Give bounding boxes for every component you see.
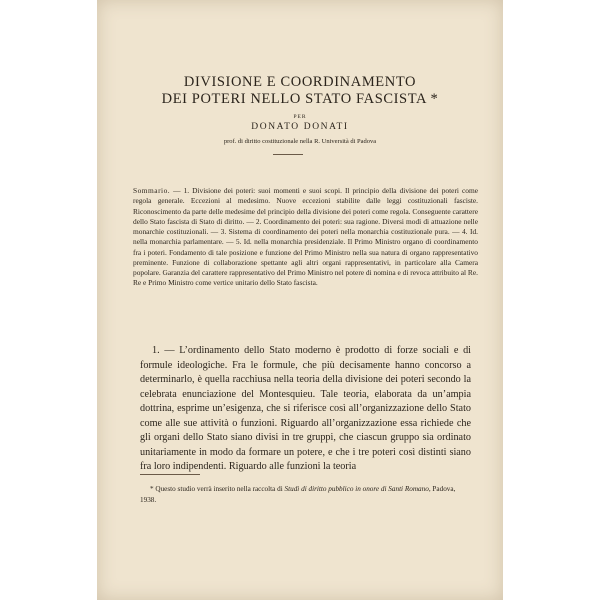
title-line-1: DIVISIONE E COORDINAMENTO bbox=[183, 74, 417, 90]
author-affiliation: prof. di diritto costituzionale nella R. Università di Padova bbox=[223, 138, 377, 145]
footnote bbox=[140, 484, 471, 506]
title-line-2: DEI POTERI NELLO STATO FASCISTA * bbox=[161, 91, 439, 107]
footnote-divider bbox=[140, 474, 200, 475]
per-label: PER bbox=[293, 114, 307, 120]
footnote-suffix: , Padova, 1938. bbox=[140, 485, 456, 504]
author-name: DONATO DONATI bbox=[251, 122, 349, 132]
book-page bbox=[97, 0, 503, 600]
summary-block bbox=[133, 186, 478, 289]
summary-label: Sommario. bbox=[133, 186, 171, 195]
title-divider bbox=[273, 154, 303, 155]
footnote-title: Studi di diritto pubblico in onore di Santi Romano bbox=[284, 485, 429, 493]
footnote-prefix: * Questo studio verrà inserito nella raccolta di bbox=[150, 485, 285, 493]
summary-text: — 1. Divisione dei poteri: suoi momenti e suoi scopi. Il principio della divisione dei poteri come regola generale. Eccezioni al medesimo. Nuove eccezioni stabilite dalle leggi costituzionali fasciste. Riconoscimento da parte delle medesime del principio della divisione dei poteri come regola. Conseguente carattere dello Stato fascista di Stato di diritto. — 2. Coordinamento dei poteri: sua ragione. Diversi modi di attuazione nelle monarchie costituzionali. — 3. Sistema di coordinamento dei poteri nella monarchia costituzionale pura. — 4. Id. nella monarchia parlamentare. — 5. Id. nella monarchia presidenziale. Il Primo Ministro organo di coordinamento fra i poteri. Fondamento di tale posizione e funzione del Primo Ministro nella sua natura di organo rappresentativo preminente. Funzione di collaborazione spettante agli altri organi rappresentativi, in particolare alla Camera popolare. Garanzia del carattere rappresentativo del Primo Ministro nel potere di nomina e di revoca attribuito al Re. Re e Primo Ministro come vertice unitario dello Stato fascista. bbox=[133, 186, 478, 288]
body-paragraph: 1. — L’ordinamento dello Stato moderno è prodotto di forze sociali e di formule ideologiche. Fra le formule, che più decisamente hanno concorso a determinarlo, è quella racchiusa nella teoria della divisione dei poteri secondo la celebrata enunciazione del Montesquieu. Tale teoria, elaborata da un’ampia dottrina, esprime un’esigenza, che si riferisce così all’organizzazione dello Stato come alle sue attività o funzioni. Riguardo all’organizzazione essa richiede che gli organi dello Stato siano divisi in tre gruppi, che ciascun gruppo sia ordinato unitariamente in modo da formare un potere, e che i tre poteri così distinti siano fra loro indipendenti. Riguardo alle funzioni la teoria bbox=[140, 345, 471, 472]
